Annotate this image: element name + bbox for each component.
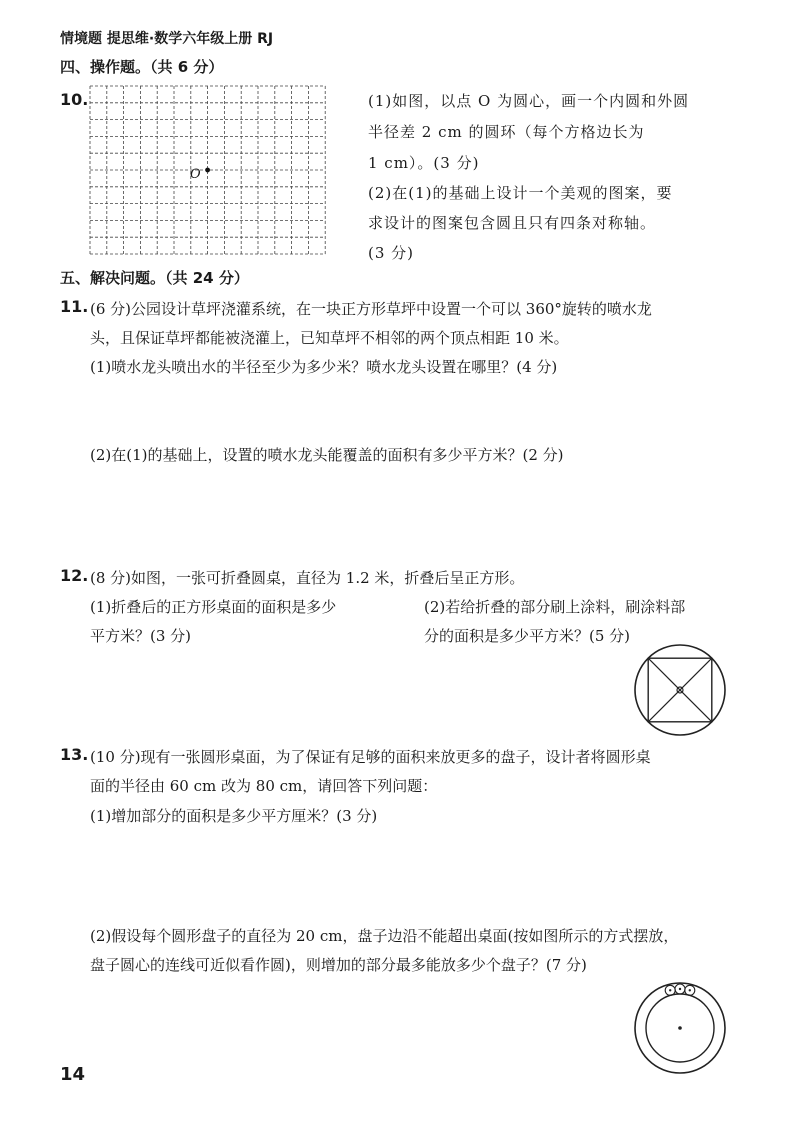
round-table-figure bbox=[632, 980, 728, 1076]
q12-part-2-line-1: (2)若给折叠的部分刷上涂料，刷涂料部 bbox=[424, 598, 686, 616]
q13-part-1: (1)增加部分的面积是多少平方厘米？(3 分) bbox=[90, 807, 378, 825]
center-point-o bbox=[205, 168, 210, 173]
q10-line-1: (1)如图，以点 O 为圆心，画一个内圆和外圆 bbox=[368, 92, 690, 110]
q12-stem: (8 分)如图，一张可折叠圆桌，直径为 1.2 米，折叠后呈正方形。 bbox=[90, 569, 525, 587]
q11-line-2: 头，且保证草坪都能被浇灌上，已知草坪不相邻的两个顶点相距 10 米。 bbox=[90, 329, 569, 347]
q12-part-2-line-2: 分的面积是多少平方米？(5 分) bbox=[424, 627, 631, 645]
q12-part-1-line-1: (1)折叠后的正方形桌面的面积是多少 bbox=[90, 598, 337, 616]
q13-line-2: 面的半径由 60 cm 改为 80 cm，请回答下列问题： bbox=[90, 777, 438, 795]
section-5-title: 五、解决问题。（共 24 分） bbox=[60, 269, 249, 287]
page-number: 14 bbox=[60, 1064, 86, 1085]
section-4-title: 四、操作题。（共 6 分） bbox=[60, 58, 224, 76]
q11-part-2: (2)在(1)的基础上，设置的喷水龙头能覆盖的面积有多少平方米？(2 分) bbox=[90, 446, 564, 464]
q10-line-6: (3 分) bbox=[368, 244, 415, 262]
q13-part-2-line-2: 盘子圆心的连线可近似看作圆)，则增加的部分最多能放多少个盘子？(7 分) bbox=[90, 956, 587, 974]
q13-part-2-line-1: (2)假设每个圆形盘子的直径为 20 cm，盘子边沿不能超出桌面(按如图所示的方式摆放， bbox=[90, 927, 679, 945]
q13-number: 13. bbox=[60, 745, 89, 764]
page-header: 情境题 提思维·数学六年级上册 RJ bbox=[60, 31, 274, 47]
q11-part-1: (1)喷水龙头喷出水的半径至少为多少米？喷水龙头设置在哪里？(4 分) bbox=[90, 358, 558, 376]
folding-table-figure bbox=[632, 642, 728, 738]
q13-line-1: (10 分)现有一张圆形桌面，为了保证有足够的面积来放更多的盘子，设计者将圆形桌 bbox=[90, 748, 651, 766]
q10-line-3: 1 cm）。(3 分) bbox=[368, 154, 480, 172]
point-o-label: O bbox=[190, 167, 201, 182]
q12-number: 12. bbox=[60, 566, 89, 585]
q10-line-5: 求设计的图案包含圆且只有四条对称轴。 bbox=[368, 214, 657, 232]
q11-line-1: (6 分)公园设计草坪浇灌系统，在一块正方形草坪中设置一个可以 360°旋转的喷水龙 bbox=[90, 300, 652, 318]
q10-line-2: 半径差 2 cm 的圆环（每个方格边长为 bbox=[368, 123, 645, 141]
q10-number: 10. bbox=[60, 90, 89, 109]
q11-number: 11. bbox=[60, 297, 89, 316]
q12-part-1-line-2: 平方米？(3 分) bbox=[90, 627, 192, 645]
grid-figure bbox=[90, 86, 326, 254]
q10-line-4: (2)在(1)的基础上设计一个美观的图案，要 bbox=[368, 184, 673, 202]
